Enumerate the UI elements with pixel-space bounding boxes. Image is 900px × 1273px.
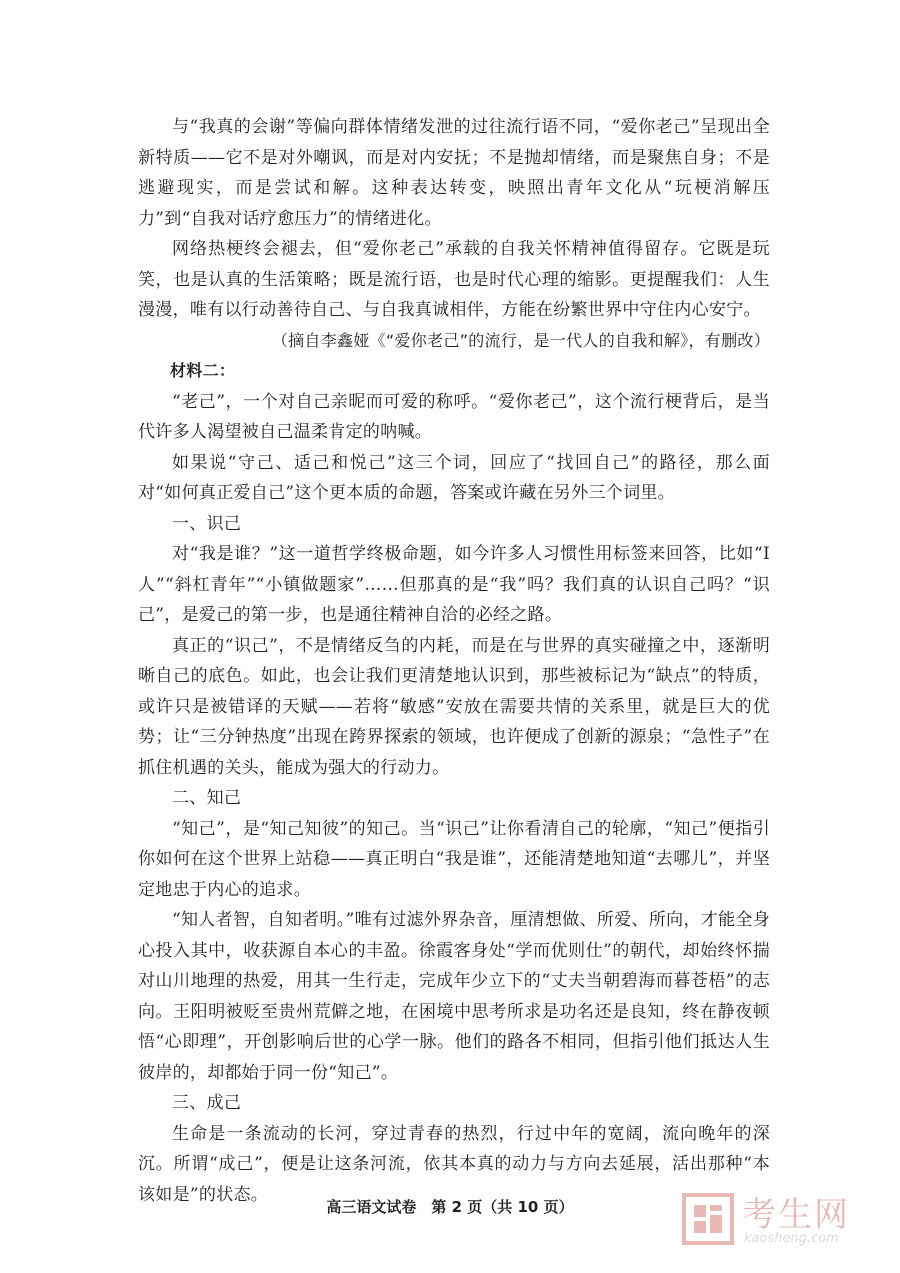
watermark (682, 1185, 872, 1255)
paragraph: 对“我是谁？”这一道哲学终极命题，如今许多人习惯性用标签来回答，比如“I人”“斜杠青年”“小镇做题家”……但那真的是“我”吗？我们真的认识自己吗？“识己”，是爱己的第一步，也是通往精神自洽的必经之路。 (138, 544, 770, 625)
paragraph: “知己”，是“知己知彼”的知己。当“识己”让你看清自己的轮廓，“知己”便指引你如何在这个世界上站稳——真正明白“我是谁”，还能清楚地知道“去哪儿”，并坚定地忠于内心的追求。 (138, 818, 770, 900)
paragraph: 生命是一条流动的长河，穿过青春的热烈，行过中年的宽阔，流向晚年的深沉。所谓“成己”，便是让这条河流，依其本真的动力与方向去延展，活出那种“本该如是”的状态。 (138, 1123, 770, 1205)
source-citation: （摘自李鑫娅《“爱你老己”的流行，是一代人的自我和解》，有删改） (271, 330, 770, 350)
paragraph: 真正的“识己”，不是情绪反刍的内耗，而是在与世界的真实碰撞之中，逐渐明晰自己的底色。如此，也会让我们更清楚地认识到，那些被标记为“缺点”的特质，或许只是被错译的天赋——若将“敏感”安放在需要共情的关系里，就是巨大的优势；让“三分钟热度”出现在跨界探索的领域，也许便成了创新的源泉；“急性子”在抓住机遇的关头，能成为强大的行动力。 (138, 635, 770, 778)
paragraph: 与“我真的会谢”等偏向群体情绪发泄的过往流行语不同，“爱你老己”呈现出全新特质——它不是对外嘲讽，而是对内安抚；不是抛却情绪，而是聚焦自身；不是逃避现实，而是尝试和解。这种表达转变，映照出青年文化从“玩梗消解压力”到“自我对话疗愈压力”的情绪进化。 (138, 117, 770, 229)
section-heading: 二、知己 (172, 788, 242, 808)
watermark-logo-icon (682, 1193, 734, 1245)
page-footer: 高三语文试卷 第 2 页（共 10 页） (326, 1198, 574, 1216)
article-body (138, 112, 770, 1210)
paragraph: “知人者智，自知者明。”唯有过滤外界杂音，厘清想做、所爱、所向，才能全身心投入其中，收获源自本心的丰盈。徐霞客身处“学而优则仕”的朝代，却始终怀揣对山川地理的热爱，用其一生行走，完成年少立下的“丈夫当朝碧海而暮苍梧”的志向。王阳明被贬至贵州荒僻之地，在困境中思考所求是功名还是良知，终在静夜顿悟“心即理”，开创影响后世的心学一脉。他们的路各不相同，但指引他们抵达人生彼岸的，却都始于同一份“知己”。 (138, 910, 770, 1083)
paragraph: 网络热梗终会褪去，但“爱你老己”承载的自我关怀精神值得留存。它既是玩笑，也是认真的生活策略；既是流行语，也是时代心理的缩影。更提醒我们：人生漫漫，唯有以行动善待自己、与自我真诚相伴，方能在纷繁世界中守住内心安宁。 (138, 239, 770, 320)
paragraph: 如果说“守己、适己和悦己”这三个词，回应了“找回自己”的路径，那么面对“如何真正爱自己”这个更本质的命题，答案或许藏在另外三个词里。 (138, 452, 770, 503)
watermark-url: kaosheng.com (744, 1231, 839, 1246)
watermark-brand: 考生网 (742, 1195, 850, 1235)
paragraph: “老己”，一个对自己亲昵而可爱的称呼。“爱你老己”，这个流行梗背后，是当代许多人渴望被自己温柔肯定的呐喊。 (138, 391, 770, 442)
material-heading: 材料二： (170, 361, 236, 380)
section-heading: 一、识己 (172, 513, 242, 534)
section-heading: 三、成己 (172, 1093, 242, 1113)
